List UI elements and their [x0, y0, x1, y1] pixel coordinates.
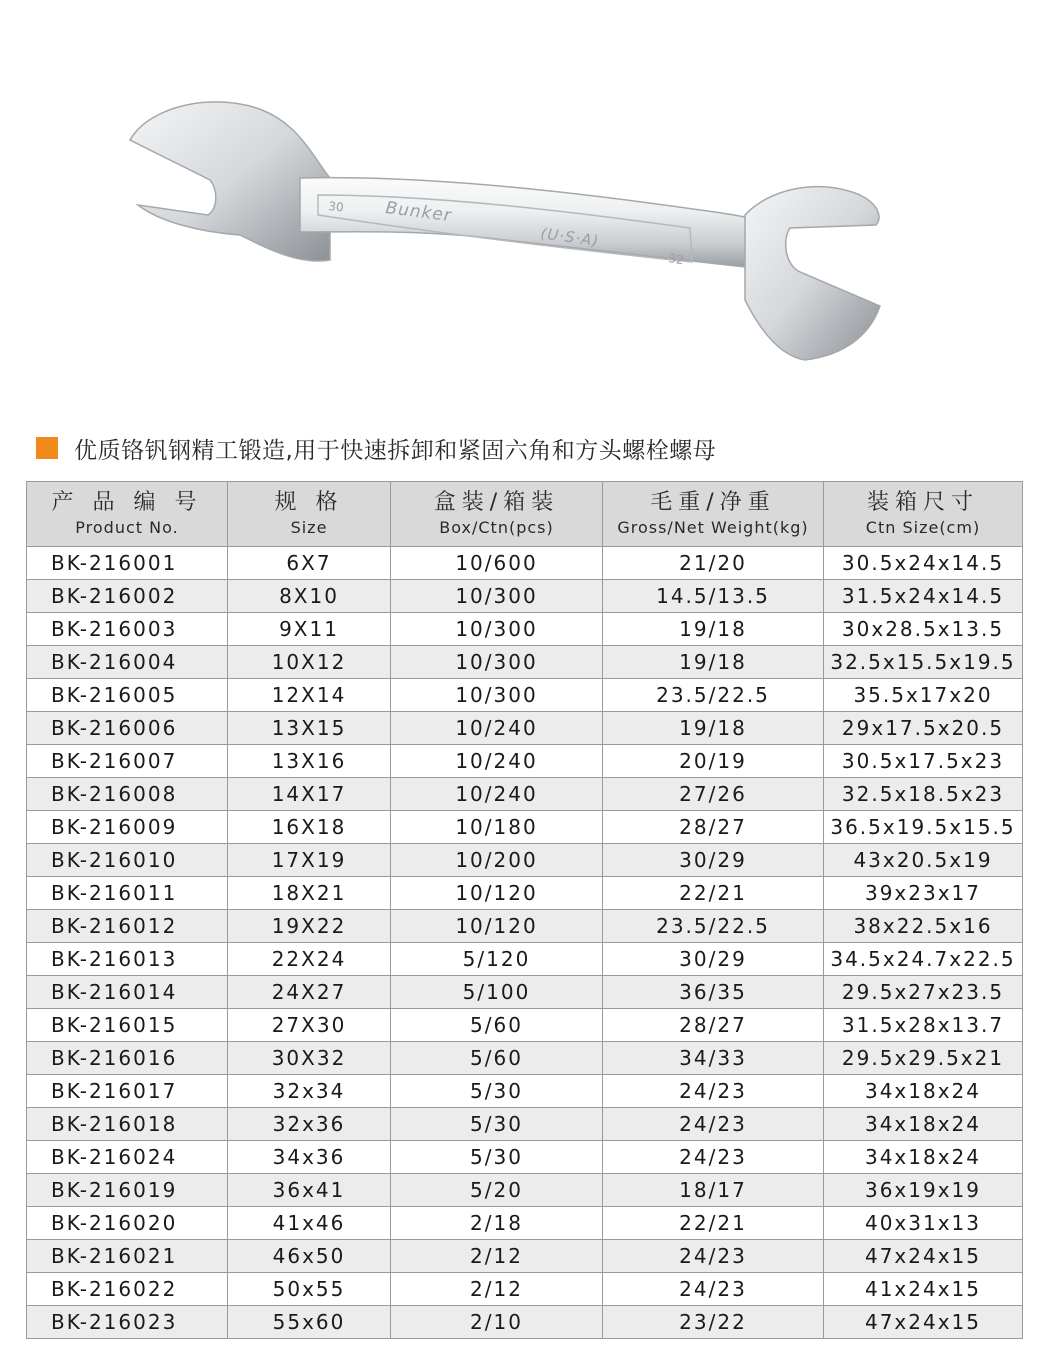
cell-size: 18X21 [228, 877, 391, 910]
cell-ctn-size: 29x17.5x20.5 [824, 712, 1023, 745]
cell-size: 17X19 [228, 844, 391, 877]
cell-box-ctn: 5/60 [391, 1009, 603, 1042]
cell-product-no: BK-216015 [27, 1009, 228, 1042]
section-title: 优质铬钒钢精工锻造,用于快速拆卸和紧固六角和方头螺栓螺母 [74, 437, 717, 464]
cell-size: 6X7 [228, 547, 391, 580]
cell-ctn-size: 40x31x13 [824, 1207, 1023, 1240]
cell-product-no: BK-216002 [27, 580, 228, 613]
cell-ctn-size: 31.5x28x13.7 [824, 1009, 1023, 1042]
cell-weight: 22/21 [603, 877, 824, 910]
cell-product-no: BK-216010 [27, 844, 228, 877]
cell-size: 36x41 [228, 1174, 391, 1207]
cell-ctn-size: 36x19x19 [824, 1174, 1023, 1207]
cell-product-no: BK-216024 [27, 1141, 228, 1174]
orange-square-icon [36, 437, 58, 459]
cell-box-ctn: 10/240 [391, 745, 603, 778]
cell-weight: 18/17 [603, 1174, 824, 1207]
cell-box-ctn: 5/30 [391, 1108, 603, 1141]
cell-weight: 22/21 [603, 1207, 824, 1240]
cell-weight: 20/19 [603, 745, 824, 778]
cell-product-no: BK-216004 [27, 646, 228, 679]
table-row [27, 1273, 1023, 1306]
cell-weight: 27/26 [603, 778, 824, 811]
cell-ctn-size: 35.5x17x20 [824, 679, 1023, 712]
cell-box-ctn: 10/120 [391, 910, 603, 943]
table-row [27, 1174, 1023, 1207]
table-row [27, 613, 1023, 646]
cell-size: 27X30 [228, 1009, 391, 1042]
cell-box-ctn: 5/60 [391, 1042, 603, 1075]
cell-weight: 24/23 [603, 1240, 824, 1273]
cell-ctn-size: 29.5x27x23.5 [824, 976, 1023, 1009]
cell-box-ctn: 2/12 [391, 1273, 603, 1306]
cell-product-no: BK-216023 [27, 1306, 228, 1339]
cell-ctn-size: 30x28.5x13.5 [824, 613, 1023, 646]
cell-weight: 30/29 [603, 844, 824, 877]
table-row [27, 1306, 1023, 1339]
cell-weight: 36/35 [603, 976, 824, 1009]
cell-product-no: BK-216003 [27, 613, 228, 646]
cell-ctn-size: 47x24x15 [824, 1240, 1023, 1273]
cell-box-ctn: 5/120 [391, 943, 603, 976]
cell-size: 32x36 [228, 1108, 391, 1141]
cell-box-ctn: 2/10 [391, 1306, 603, 1339]
cell-size: 32x34 [228, 1075, 391, 1108]
header-box-ctn: 盒装/箱装 Box/Ctn(pcs) [391, 482, 603, 547]
size-mark-left: 30 [327, 199, 345, 215]
cell-size: 41x46 [228, 1207, 391, 1240]
cell-box-ctn: 5/30 [391, 1075, 603, 1108]
cell-weight: 34/33 [603, 1042, 824, 1075]
cell-weight: 24/23 [603, 1273, 824, 1306]
cell-weight: 23.5/22.5 [603, 679, 824, 712]
cell-box-ctn: 2/12 [391, 1240, 603, 1273]
cell-product-no: BK-216021 [27, 1240, 228, 1273]
cell-product-no: BK-216011 [27, 877, 228, 910]
cell-box-ctn: 2/18 [391, 1207, 603, 1240]
cell-product-no: BK-216013 [27, 943, 228, 976]
cell-product-no: BK-216007 [27, 745, 228, 778]
cell-box-ctn: 10/300 [391, 679, 603, 712]
cell-ctn-size: 34x18x24 [824, 1108, 1023, 1141]
table-row [27, 943, 1023, 976]
cell-box-ctn: 10/120 [391, 877, 603, 910]
cell-size: 22X24 [228, 943, 391, 976]
cell-box-ctn: 10/240 [391, 712, 603, 745]
table-row [27, 745, 1023, 778]
cell-product-no: BK-216020 [27, 1207, 228, 1240]
cell-ctn-size: 34x18x24 [824, 1141, 1023, 1174]
table-row [27, 1240, 1023, 1273]
cell-size: 9X11 [228, 613, 391, 646]
cell-ctn-size: 29.5x29.5x21 [824, 1042, 1023, 1075]
table-row [27, 679, 1023, 712]
section-heading [36, 432, 716, 464]
table-body [27, 547, 1023, 1339]
cell-product-no: BK-216008 [27, 778, 228, 811]
cell-ctn-size: 47x24x15 [824, 1306, 1023, 1339]
table-row [27, 1141, 1023, 1174]
table-row [27, 1207, 1023, 1240]
cell-product-no: BK-216009 [27, 811, 228, 844]
cell-size: 55x60 [228, 1306, 391, 1339]
cell-box-ctn: 10/300 [391, 580, 603, 613]
cell-box-ctn: 10/200 [391, 844, 603, 877]
cell-product-no: BK-216017 [27, 1075, 228, 1108]
cell-ctn-size: 31.5x24x14.5 [824, 580, 1023, 613]
cell-weight: 23/22 [603, 1306, 824, 1339]
cell-box-ctn: 5/30 [391, 1141, 603, 1174]
table-row [27, 976, 1023, 1009]
table-row [27, 1075, 1023, 1108]
cell-ctn-size: 34x18x24 [824, 1075, 1023, 1108]
cell-ctn-size: 32.5x15.5x19.5 [824, 646, 1023, 679]
cell-weight: 30/29 [603, 943, 824, 976]
cell-weight: 23.5/22.5 [603, 910, 824, 943]
cell-size: 50x55 [228, 1273, 391, 1306]
cell-ctn-size: 39x23x17 [824, 877, 1023, 910]
cell-size: 30X32 [228, 1042, 391, 1075]
table-row [27, 844, 1023, 877]
cell-product-no: BK-216006 [27, 712, 228, 745]
brand-origin: (U·S·A) [539, 224, 601, 251]
cell-size: 34x36 [228, 1141, 391, 1174]
cell-box-ctn: 10/300 [391, 646, 603, 679]
cell-weight: 24/23 [603, 1141, 824, 1174]
table-row [27, 877, 1023, 910]
cell-ctn-size: 43x20.5x19 [824, 844, 1023, 877]
cell-box-ctn: 10/180 [391, 811, 603, 844]
header-size: 规 格 Size [228, 482, 391, 547]
brand-logo: Bunker [384, 198, 453, 227]
cell-product-no: BK-216019 [27, 1174, 228, 1207]
cell-weight: 19/18 [603, 613, 824, 646]
cell-size: 13X15 [228, 712, 391, 745]
cell-size: 12X14 [228, 679, 391, 712]
cell-size: 14X17 [228, 778, 391, 811]
cell-box-ctn: 5/100 [391, 976, 603, 1009]
cell-box-ctn: 10/300 [391, 613, 603, 646]
table-row [27, 547, 1023, 580]
cell-size: 10X12 [228, 646, 391, 679]
wrench-right-head [745, 187, 880, 360]
cell-ctn-size: 41x24x15 [824, 1273, 1023, 1306]
cell-weight: 14.5/13.5 [603, 580, 824, 613]
cell-ctn-size: 36.5x19.5x15.5 [824, 811, 1023, 844]
size-mark-right: 32 [667, 251, 685, 268]
cell-box-ctn: 10/240 [391, 778, 603, 811]
table-row [27, 778, 1023, 811]
table-row [27, 1009, 1023, 1042]
cell-product-no: BK-216012 [27, 910, 228, 943]
cell-size: 13X16 [228, 745, 391, 778]
cell-product-no: BK-216018 [27, 1108, 228, 1141]
cell-size: 24X27 [228, 976, 391, 1009]
cell-ctn-size: 32.5x18.5x23 [824, 778, 1023, 811]
cell-ctn-size: 30.5x17.5x23 [824, 745, 1023, 778]
header-ctn-size: 装箱尺寸 Ctn Size(cm) [824, 482, 1023, 547]
cell-box-ctn: 10/600 [391, 547, 603, 580]
table-row [27, 646, 1023, 679]
table-row [27, 1042, 1023, 1075]
cell-product-no: BK-216005 [27, 679, 228, 712]
cell-size: 19X22 [228, 910, 391, 943]
cell-weight: 24/23 [603, 1075, 824, 1108]
cell-size: 8X10 [228, 580, 391, 613]
cell-ctn-size: 38x22.5x16 [824, 910, 1023, 943]
cell-product-no: BK-216022 [27, 1273, 228, 1306]
cell-size: 16X18 [228, 811, 391, 844]
cell-weight: 19/18 [603, 712, 824, 745]
spec-table [26, 481, 1023, 1339]
cell-product-no: BK-216001 [27, 547, 228, 580]
table-row [27, 811, 1023, 844]
cell-size: 46x50 [228, 1240, 391, 1273]
header-product-no: 产 品 编 号 Product No. [27, 482, 228, 547]
table-row [27, 1108, 1023, 1141]
header-weight: 毛重/净重 Gross/Net Weight(kg) [603, 482, 824, 547]
cell-weight: 24/23 [603, 1108, 824, 1141]
table-row [27, 910, 1023, 943]
cell-box-ctn: 5/20 [391, 1174, 603, 1207]
cell-weight: 28/27 [603, 1009, 824, 1042]
cell-ctn-size: 30.5x24x14.5 [824, 547, 1023, 580]
cell-ctn-size: 34.5x24.7x22.5 [824, 943, 1023, 976]
cell-product-no: BK-216014 [27, 976, 228, 1009]
cell-weight: 21/20 [603, 547, 824, 580]
table-header-row [27, 482, 1023, 547]
double-open-end-wrench-image [0, 0, 1051, 410]
cell-product-no: BK-216016 [27, 1042, 228, 1075]
cell-weight: 28/27 [603, 811, 824, 844]
cell-weight: 19/18 [603, 646, 824, 679]
table-row [27, 712, 1023, 745]
table-row [27, 580, 1023, 613]
product-image [0, 0, 1051, 410]
